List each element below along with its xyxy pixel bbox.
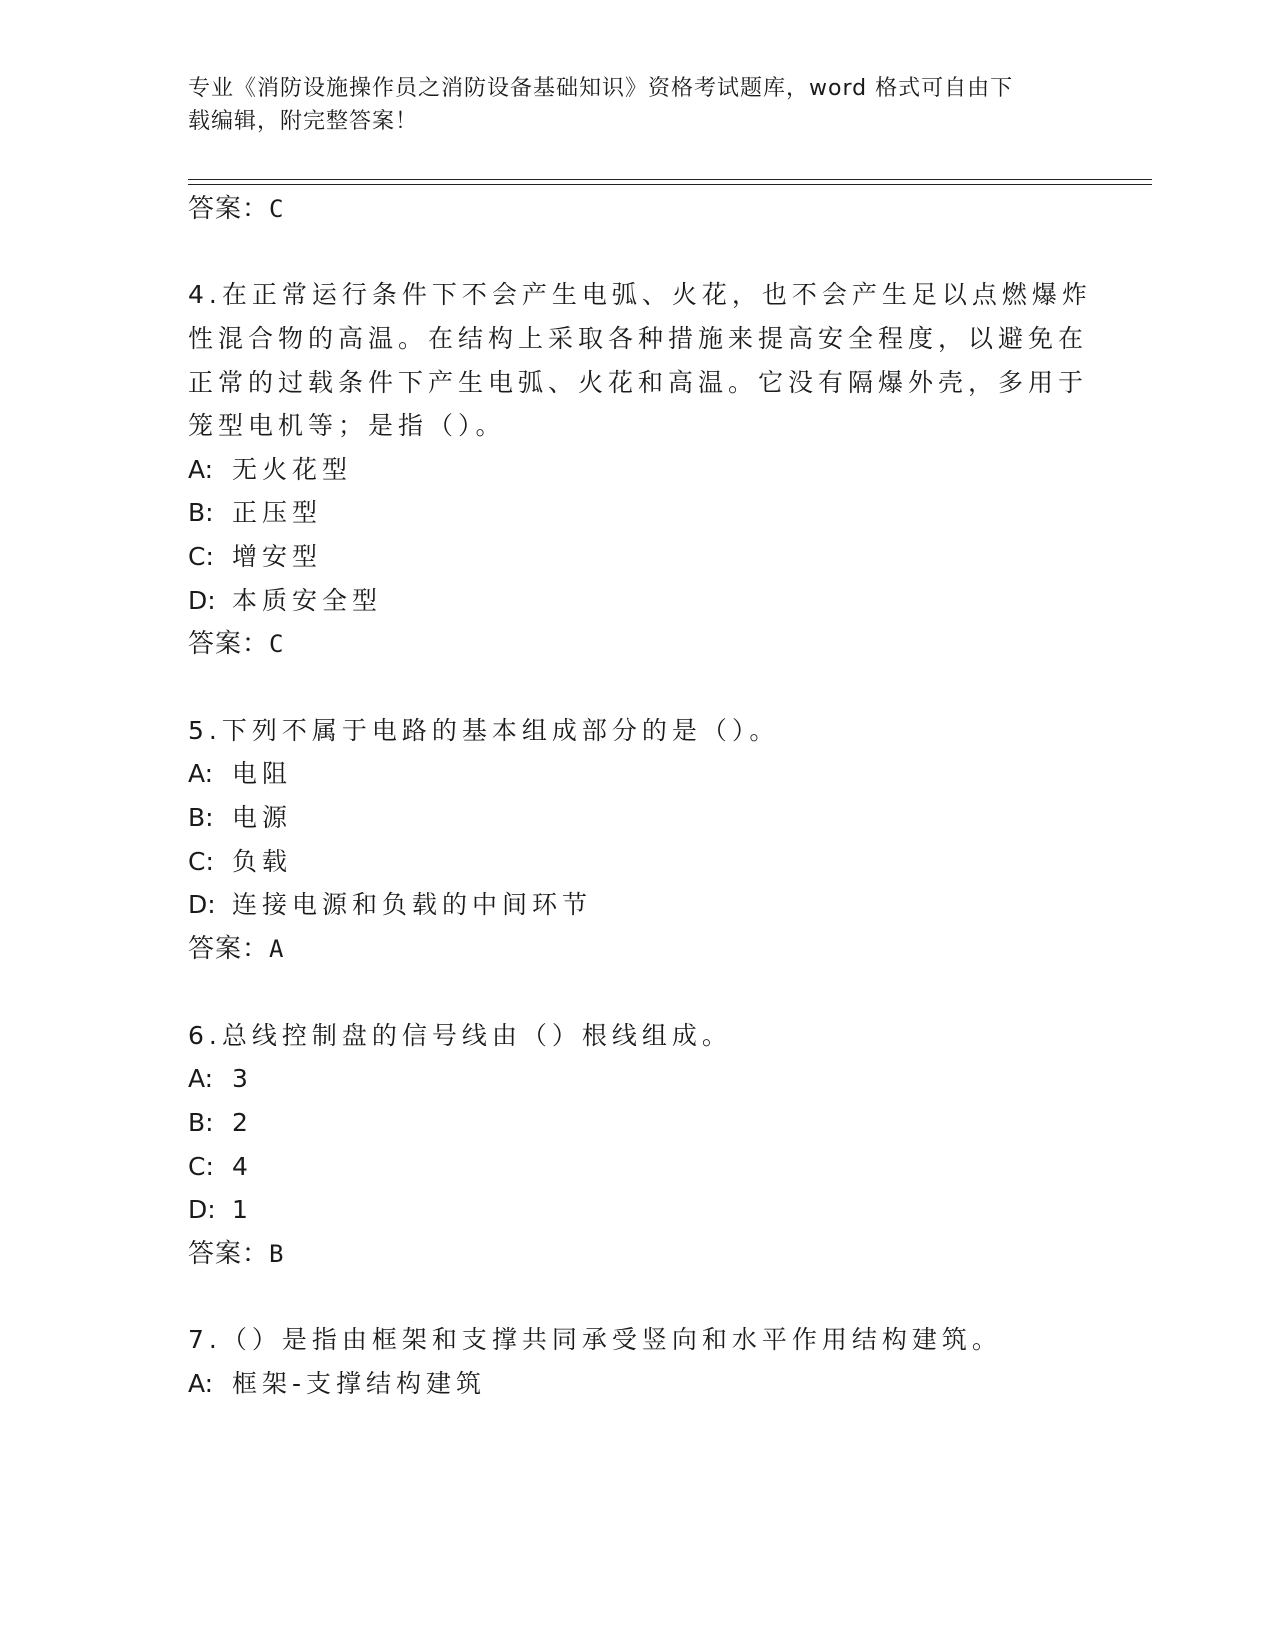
option-text: 1 xyxy=(232,1195,253,1224)
option-text: 电源 xyxy=(232,803,293,832)
document-header xyxy=(188,72,1068,138)
answer-label: 答案： xyxy=(188,194,270,224)
answer-value: A xyxy=(269,935,285,963)
question-answer xyxy=(188,1237,284,1271)
question-stem-line: 笼型电机等；是指（）。 xyxy=(188,411,506,440)
answer-label: 答案： xyxy=(188,934,270,964)
option-letter: C: xyxy=(188,847,214,876)
option-a xyxy=(188,757,292,791)
option-b xyxy=(188,1106,253,1140)
option-d xyxy=(188,1193,253,1227)
option-letter: A: xyxy=(188,1064,214,1093)
header-divider xyxy=(188,179,1152,180)
option-b xyxy=(188,801,292,835)
question-stem-line: 4.在正常运行条件下不会产生电弧、火花，也不会产生足以点燃爆炸 xyxy=(188,280,1092,309)
option-letter: C: xyxy=(188,542,214,571)
option-letter: A: xyxy=(188,455,214,484)
option-letter: D: xyxy=(188,586,216,615)
answer-value: C xyxy=(269,630,285,658)
option-text: 本质安全型 xyxy=(232,586,383,615)
question-stem-line: 6.总线控制盘的信号线由（）根线组成。 xyxy=(188,1021,732,1050)
header-divider-double xyxy=(188,184,1152,185)
answer-value: B xyxy=(269,1240,285,1268)
option-letter: D: xyxy=(188,890,216,919)
previous-answer xyxy=(188,192,284,226)
option-letter: C: xyxy=(188,1152,214,1181)
question-stem-line: 5.下列不属于电路的基本组成部分的是（）。 xyxy=(188,716,780,745)
option-text: 连接电源和负载的中间环节 xyxy=(232,890,593,919)
option-letter: B: xyxy=(188,498,214,527)
question-stem-line: 正常的过载条件下产生电弧、火花和高温。它没有隔爆外壳，多用于 xyxy=(188,368,1089,397)
option-letter: D: xyxy=(188,1195,216,1224)
option-letter: A: xyxy=(188,1369,214,1398)
option-text: 框架-支撑结构建筑 xyxy=(232,1369,487,1398)
question-stem-line: 7.（）是指由框架和支撑共同承受竖向和水平作用结构建筑。 xyxy=(188,1325,1002,1354)
answer-value: C xyxy=(269,195,285,223)
option-letter: B: xyxy=(188,803,214,832)
answer-label: 答案： xyxy=(188,1239,270,1269)
header-line-1: 专业《消防设施操作员之消防设备基础知识》资格考试题库，word 格式可自由下 xyxy=(188,76,1014,101)
option-c xyxy=(188,540,322,574)
question-stem-line: 性混合物的高温。在结构上采取各种措施来提高安全程度，以避免在 xyxy=(188,324,1089,353)
option-b xyxy=(188,496,322,530)
option-letter: B: xyxy=(188,1108,214,1137)
option-text: 3 xyxy=(232,1064,253,1093)
option-c xyxy=(188,1150,253,1184)
option-c xyxy=(188,845,292,879)
option-letter: A: xyxy=(188,759,214,788)
option-text: 负载 xyxy=(232,847,293,876)
header-line-2: 载编辑，附完整答案！ xyxy=(188,109,419,134)
question-answer xyxy=(188,627,284,661)
option-a xyxy=(188,1062,253,1096)
option-text: 4 xyxy=(232,1152,253,1181)
option-text: 无火花型 xyxy=(232,455,353,484)
option-a xyxy=(188,1367,486,1401)
option-text: 正压型 xyxy=(232,498,323,527)
option-text: 电阻 xyxy=(232,759,293,788)
question-answer xyxy=(188,932,284,966)
answer-label: 答案： xyxy=(188,629,270,659)
option-text: 增安型 xyxy=(232,542,323,571)
option-a xyxy=(188,453,352,487)
option-text: 2 xyxy=(232,1108,253,1137)
option-d xyxy=(188,584,382,618)
option-d xyxy=(188,888,592,922)
